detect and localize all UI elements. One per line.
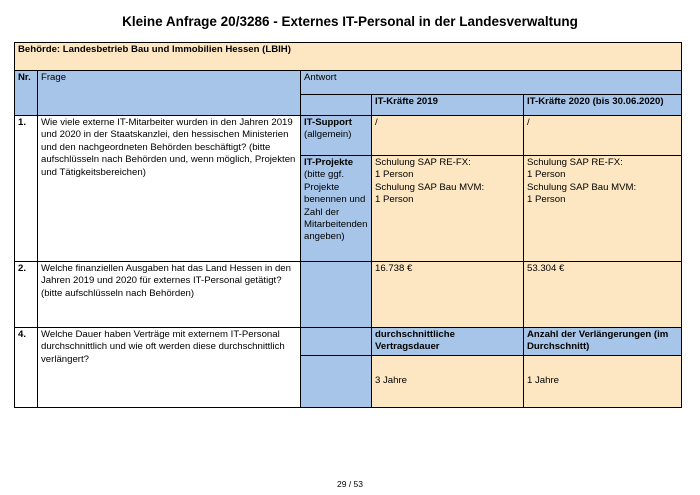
row-4-header-verl: Anzahl der Verlängerungen (im Durchschnitt) bbox=[524, 328, 682, 356]
header-frage: Frage bbox=[38, 71, 301, 116]
row-1-nr: 1. bbox=[15, 116, 38, 262]
authority-row bbox=[15, 43, 682, 71]
answer-table bbox=[14, 42, 682, 408]
row-2 bbox=[15, 262, 682, 328]
row-2-frage: Welche finanziellen Ausgaben hat das Land Hessen in den Jahren 2019 und 2020 für externes IT-Personal getätigt? (bitte aufschlüsseln nach Behörden) bbox=[38, 262, 301, 328]
header-2019: IT-Kräfte 2019 bbox=[372, 95, 524, 116]
projekte-2019-line-1: Schulung SAP RE-FX: bbox=[375, 157, 471, 168]
row-2-nr: 2. bbox=[15, 262, 38, 328]
support-label bbox=[301, 116, 372, 156]
row-4-header-dauer: durchschnittliche Vertragsdauer bbox=[372, 328, 524, 356]
projekte-2020-line-2: 1 Person bbox=[527, 169, 566, 181]
projekte-2019 bbox=[372, 156, 524, 262]
row-4-nr: 4. bbox=[15, 328, 38, 408]
projekte-label-bold: IT-Projekte bbox=[304, 157, 354, 168]
projekte-2020-line-1: Schulung SAP RE-FX: bbox=[527, 157, 623, 168]
row-4-value-verl: 1 Jahre bbox=[524, 356, 682, 408]
row-4-header bbox=[15, 328, 682, 356]
projekte-2019-line-2: 1 Person bbox=[375, 169, 414, 181]
projekte-label-rest: (bitte ggf. Projekte benennen und Zahl der Mitarbeitenden angeben) bbox=[304, 169, 368, 243]
row-2-2019: 16.738 € bbox=[372, 262, 524, 328]
row-4-value-label-empty bbox=[301, 356, 372, 408]
row-1-support bbox=[15, 116, 682, 156]
support-2019: / bbox=[372, 116, 524, 156]
row-4-frage: Welche Dauer haben Verträge mit externem IT-Personal durchschnittlich und wie oft werden diese durchschnittlich verlängert? bbox=[38, 328, 301, 408]
page-number: 29 / 53 bbox=[337, 479, 363, 489]
row-4-label-empty bbox=[301, 328, 372, 356]
header-row bbox=[15, 71, 682, 95]
header-nr: Nr. bbox=[15, 71, 38, 116]
row-4-value-dauer: 3 Jahre bbox=[372, 356, 524, 408]
authority-label: Behörde: Landesbetrieb Bau und Immobilien Hessen (LBIH) bbox=[15, 43, 682, 71]
row-1-frage: Wie viele externe IT-Mitarbeiter wurden in den Jahren 2019 und 2020 in der Staatskanzlei, den hessischen Ministerien und den nachgeordneten Behörden beschäftigt? (bitte aufschlüsseln nach Behörden und, wenn möglich, Projekten und Tätigkeitsbereichen) bbox=[38, 116, 301, 262]
support-label-bold: IT-Support bbox=[304, 117, 352, 128]
row-2-label-empty bbox=[301, 262, 372, 328]
projekte-label bbox=[301, 156, 372, 262]
projekte-2019-line-4: 1 Person bbox=[375, 194, 414, 206]
row-2-2020: 53.304 € bbox=[524, 262, 682, 328]
header-2020: IT-Kräfte 2020 (bis 30.06.2020) bbox=[524, 95, 682, 116]
support-label-rest: (allgemein) bbox=[304, 129, 352, 141]
support-2020: / bbox=[524, 116, 682, 156]
sub-header-empty bbox=[301, 95, 372, 116]
projekte-2020 bbox=[524, 156, 682, 262]
document-title: Kleine Anfrage 20/3286 - Externes IT-Personal in der Landesverwaltung bbox=[122, 14, 578, 29]
projekte-2020-line-3: Schulung SAP Bau MVM: bbox=[527, 181, 637, 193]
header-antwort: Antwort bbox=[301, 71, 682, 95]
projekte-2020-line-4: 1 Person bbox=[527, 194, 566, 206]
projekte-2019-line-3: Schulung SAP Bau MVM: bbox=[375, 181, 485, 193]
